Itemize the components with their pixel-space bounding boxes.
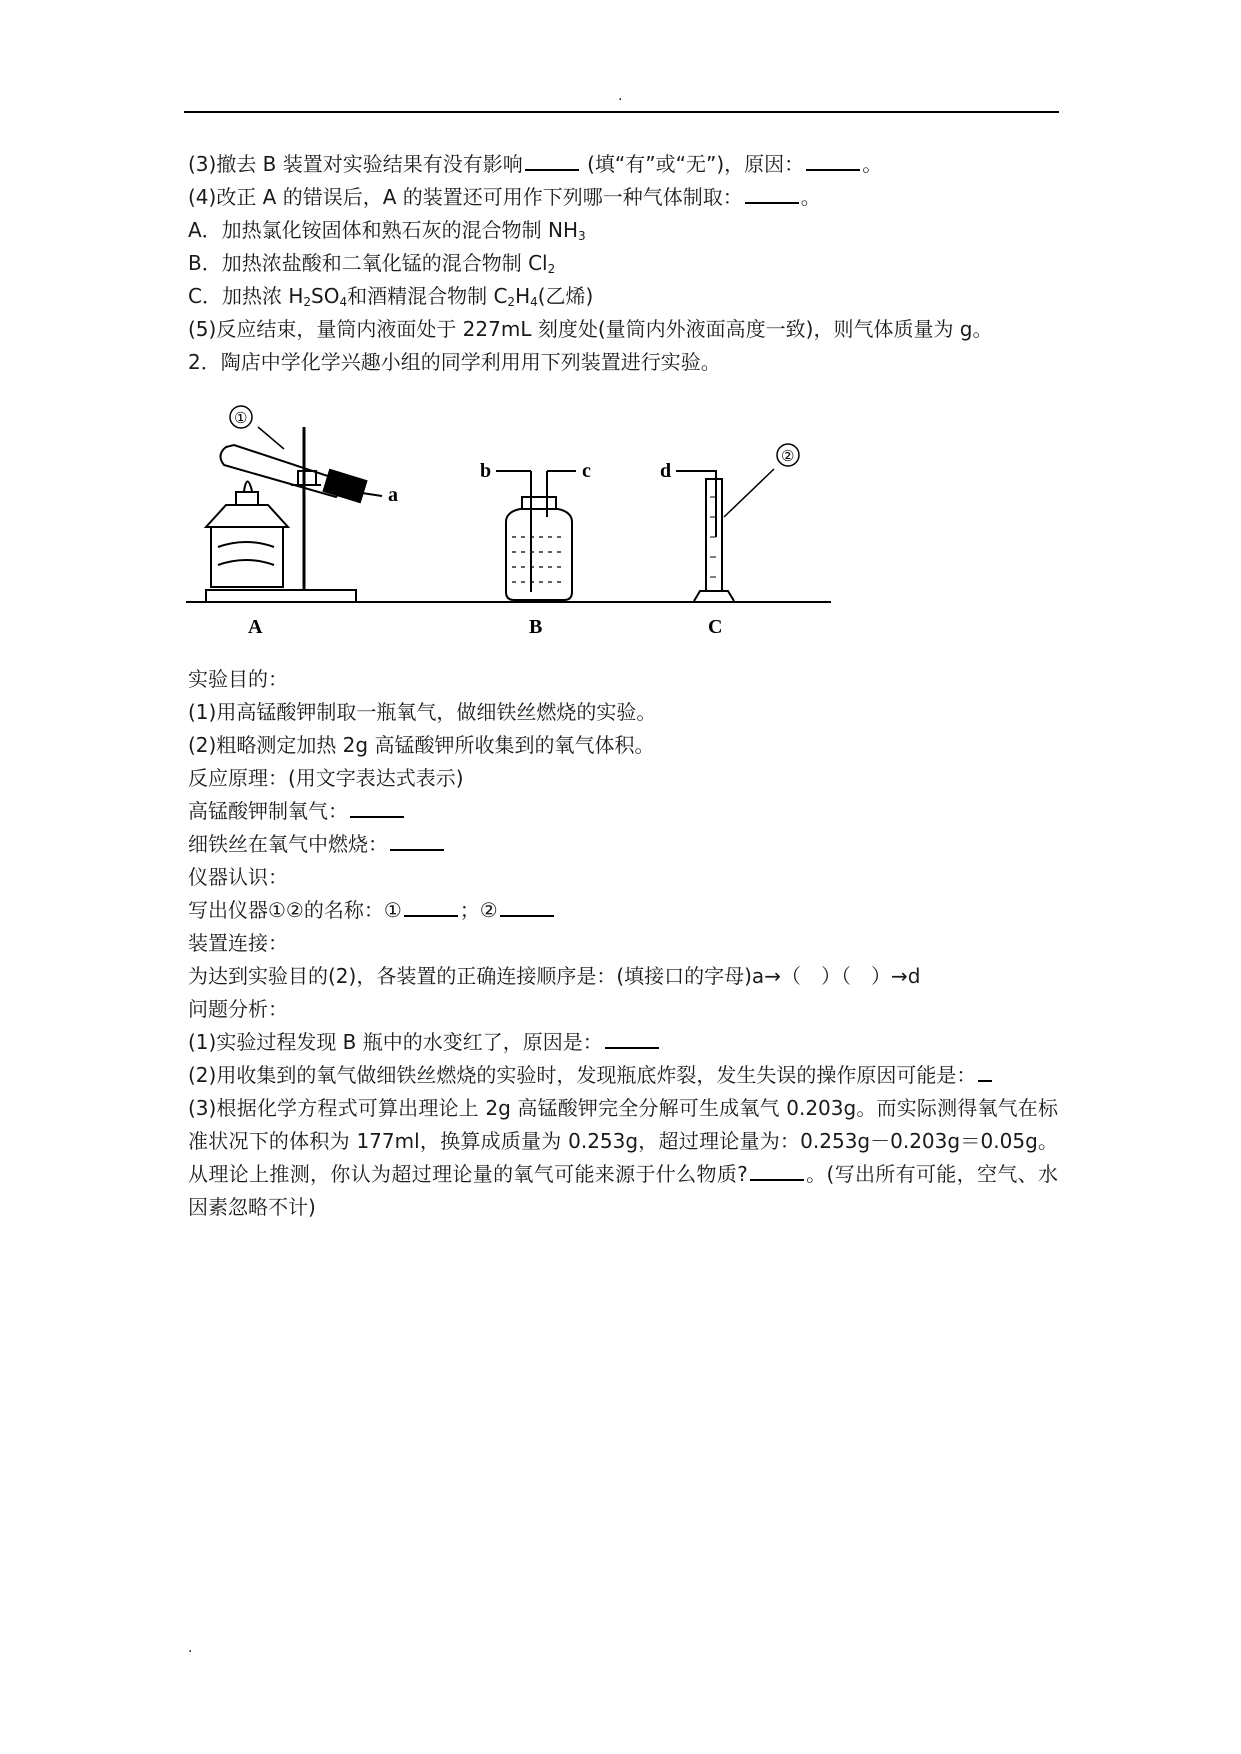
lamp-neck (236, 492, 258, 505)
apparatus-c-label: C (708, 616, 723, 638)
purpose-2: (2)粗略测定加热 2g 高锰酸钾所收集到的氧气体积。 (188, 733, 655, 757)
analysis-2: (2)用收集到的氧气做细铁丝燃烧的实验时，发现瓶底炸裂，发生失误的操作原因可能是： (188, 1059, 1058, 1092)
instrument-title: 仪器认识： (188, 865, 288, 889)
outlet-tube-a (362, 493, 382, 496)
document-body (188, 148, 1058, 1224)
option-c: C．加热浓 $H_2SO_4$和酒精混合物制 $C_2H_4$(乙烯) (188, 284, 594, 309)
circle-2-label: ② (781, 449, 795, 465)
port-a-label: a (388, 484, 398, 506)
answer-blank[interactable] (750, 1159, 804, 1181)
purpose-title: 实验目的： (188, 667, 288, 691)
apparatus-figure (186, 387, 886, 657)
principle-2: 细铁丝在氧气中燃烧： (188, 828, 1058, 861)
stand-base (206, 590, 356, 602)
instrument-question: 写出仪器①②的名称：① ；② (188, 894, 1058, 927)
bottle-stopper (522, 497, 556, 509)
lamp-flame (244, 482, 252, 492)
answer-blank[interactable] (390, 829, 444, 851)
lamp-shoulder (206, 505, 288, 527)
cylinder-base (694, 591, 734, 601)
tube-d (676, 471, 716, 537)
bottle-water (512, 537, 566, 582)
circle-1-label: ① (234, 411, 248, 427)
apparatus-b-label: B (529, 616, 543, 638)
tube-stopper (324, 470, 367, 502)
answer-blank[interactable] (605, 1027, 659, 1049)
purpose-1: (1)用高锰酸钾制取一瓶氧气，做细铁丝燃烧的实验。 (188, 700, 657, 724)
tube-clamp (298, 471, 316, 485)
header-rule (184, 111, 1059, 113)
connect-title: 装置连接： (188, 931, 288, 955)
header-dot: . (618, 88, 623, 104)
apparatus-drawing (186, 387, 886, 657)
answer-blank[interactable] (525, 149, 579, 171)
pointer-line-1 (258, 427, 284, 449)
q2-intro: 2．陶店中学化学兴趣小组的同学利用用下列装置进行实验。 (188, 350, 721, 374)
lamp-liquid (218, 542, 274, 565)
port-b-label: b (480, 460, 492, 482)
q1-part4: (4)改正 A 的错误后，A 的装置还可用作下列哪一种气体制取： 。 (188, 181, 1058, 214)
analysis-1: (1)实验过程发现 B 瓶中的水变红了，原因是： (188, 1026, 1058, 1059)
answer-blank[interactable] (745, 182, 799, 204)
analysis-3: (3)根据化学方程式可算出理论上 2g 高锰酸钾完全分解可生成氧气 0.203g。而实际测得氧气在标准状况下的体积为 177ml，换算成质量为 0.253g，超过理论量为：0.253g－0.203g＝0.05g。从理论上推测，你认为超过理论量的氧气可能来源于什么物质? 。(写出所有可能，空气、水因素忽略不计) (188, 1096, 1058, 1219)
q1-part3: (3)撤去 B 装置对实验结果有没有影响 (填“有”或“无”)，原因： 。 (188, 148, 1058, 181)
principle-1: 高锰酸钾制氧气： (188, 795, 1058, 828)
bottle-body (506, 509, 572, 600)
option-b: B．加热浓盐酸和二氧化锰的混合物制 $Cl_2$ (188, 251, 556, 276)
answer-blank[interactable] (500, 895, 554, 917)
principle-title: 反应原理：(用文字表达式表示) (188, 766, 464, 790)
footer-dot: . (188, 1640, 193, 1656)
port-d-label: d (660, 460, 672, 482)
answer-blank[interactable] (978, 1060, 992, 1082)
q1-part5: (5)反应结束，量筒内液面处于 227mL 刻度处(量筒内外液面高度一致)，则气体质量为 g。 (188, 317, 993, 341)
apparatus-a-label: A (248, 616, 263, 638)
analysis-title: 问题分析： (188, 997, 288, 1021)
answer-blank[interactable] (350, 796, 404, 818)
option-a: A．加热氯化铵固体和熟石灰的混合物制 $NH_3$ (188, 218, 586, 243)
port-c-label: c (582, 460, 591, 482)
lamp-body (211, 527, 283, 587)
answer-blank[interactable] (404, 895, 458, 917)
answer-blank[interactable] (806, 149, 860, 171)
pointer-line-2 (724, 469, 774, 517)
cylinder-body (706, 479, 722, 591)
connect-question: 为达到实验目的(2)，各装置的正确连接顺序是：(填接口的字母)a→（ ）（ ）→d (188, 964, 921, 988)
